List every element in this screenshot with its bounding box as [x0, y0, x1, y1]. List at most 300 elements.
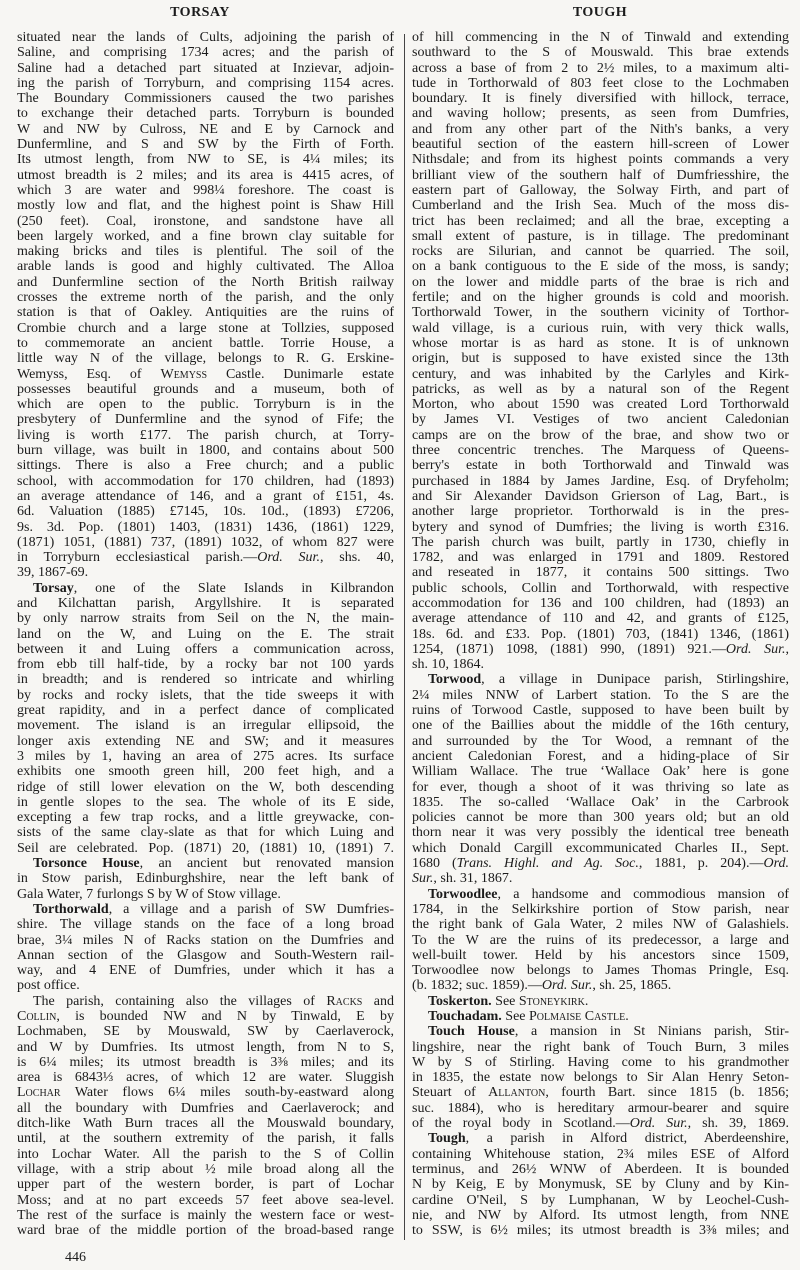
text-line [17, 428, 394, 443]
text-line [17, 1208, 394, 1223]
text-line [412, 933, 789, 948]
italic-reference: Ord. Sur. [725, 641, 786, 657]
text-line [17, 290, 394, 305]
text-line [17, 168, 394, 183]
text-line [17, 749, 394, 764]
text-line [412, 780, 789, 795]
text-run: shire. The village stands on the face of a long broad [17, 917, 394, 933]
text-run: 1254, (1871) 1098, (1881) 990, (1891) 921.— [412, 641, 726, 657]
text-line [17, 30, 394, 45]
text-line [412, 764, 789, 779]
text-line [412, 749, 789, 764]
text-run: Steuart of [412, 1085, 489, 1101]
text-run: , a mansion in St Ninians parish, Stir- [514, 1024, 789, 1040]
text-line [412, 535, 789, 550]
text-run: See [491, 993, 519, 1009]
small-caps-name: Allanton [488, 1085, 546, 1101]
text-line [412, 1055, 789, 1070]
text-run: 2¼ miles NNW of Larbert station. To the S are the [412, 687, 789, 703]
text-run: 1835. The so-called ‘Wallace Oak’ in the Carbrook [412, 794, 789, 810]
text-run: in Stow parish, Edinburghshire, near the left bank of [17, 871, 394, 887]
text-line [412, 458, 789, 473]
text-run: (b. 1832; suc. 1859).— [412, 978, 542, 994]
text-line [17, 489, 394, 504]
text-line [412, 657, 789, 672]
text-run: ridge of still lower elevation on the W, both descending [17, 779, 394, 795]
text-run: crosses the extreme north of the parish, and the only [17, 290, 394, 306]
text-run: 18s. 6d. and £33. Pop. (1801) 703, (1841) 1346, (1861) [412, 626, 789, 642]
entry-heading: Toskerton. [428, 993, 492, 1009]
text-run: and Sir Alexander Davidson Grierson of Lag, Bart., is [412, 488, 789, 504]
text-line [412, 718, 789, 733]
text-run: , a parish in Alford district, Aberdeenshire, [465, 1131, 789, 1147]
text-run: purchased in 1884 by James Jardine, Esq. of Dryfeholm; [412, 473, 789, 489]
text-run: , a village in Dunipace parish, Stirlingshire, [481, 672, 789, 688]
entry-heading: Touch House [428, 1024, 515, 1040]
text-line [17, 688, 394, 703]
text-run: on the lower and middle parts of the brae is rich and [412, 274, 789, 290]
text-run: longer axis extending NE and SW; and it measures [17, 733, 394, 749]
text-line [412, 61, 789, 76]
text-line [412, 1040, 789, 1055]
text-run: ward brae of the middle portion of the broad-based range [17, 1223, 394, 1239]
running-head-right: TOUGH [572, 5, 628, 20]
text-line [412, 321, 789, 336]
text-run: , [785, 641, 789, 657]
text-line [412, 1101, 789, 1116]
text-line [412, 275, 789, 290]
italic-reference: Ord. [763, 856, 789, 872]
text-line [412, 244, 789, 259]
text-line [412, 1024, 789, 1039]
text-run: W by S of Stirling. Having come to his grandmother [412, 1054, 789, 1070]
text-line [17, 933, 394, 948]
text-run: of the royal body in Scotland.— [412, 1116, 630, 1132]
text-line [17, 1040, 394, 1055]
text-run: for ever, though a shoot of it was thriving so late as [412, 779, 789, 795]
text-line [412, 825, 789, 840]
text-run: boundary. It is finely diversified with hillock, terrace, [412, 91, 789, 107]
text-line [412, 596, 789, 611]
text-run: been largely worked, and a fine brown clay suitable for [17, 228, 394, 244]
text-line [412, 106, 789, 121]
text-run: post office. [17, 978, 80, 994]
text-line [412, 994, 789, 1009]
text-line [17, 550, 394, 565]
text-run: (250 feet). Coal, ironstone, and sandstone have all [17, 213, 394, 229]
text-run: , sh. 31, 1867. [433, 871, 513, 887]
text-run: village, with a strip about ½ mile broad along all the [17, 1161, 394, 1177]
text-run: station is that of Oakley. Antiquities are the ruins of [17, 305, 394, 321]
text-run: which are open to the public. Torryburn is in the [17, 397, 394, 413]
text-line [412, 581, 789, 596]
text-run: is 6¼ miles; its utmost breadth is 3⅜ miles; and its [17, 1054, 394, 1070]
text-line [17, 198, 394, 213]
text-run: thorn near it was very possibly the identical tree beneath [412, 825, 789, 841]
text-run: to commemorate an ancient battle. Torrie House, a [17, 335, 394, 351]
text-line [412, 229, 789, 244]
text-run: great rapidity, and in a perfect dance of complicated [17, 703, 394, 719]
text-run: one of the Baillies about the middle of the 16th century, [412, 718, 789, 734]
text-run: , fourth Bart. since 1815 (b. 1856; [545, 1085, 789, 1101]
text-run: Saline had a detached part situated at Inzievar, adjoin- [17, 60, 394, 76]
text-line [17, 703, 394, 718]
text-run: 9s. 3d. Pop. (1801) 1403, (1831) 1436, (1861) 1229, [17, 519, 394, 535]
text-run: berry's estate in both Torthorwald and Tinwald was [412, 458, 789, 474]
text-line [17, 978, 394, 993]
text-run: mostly low and flat, and the highest point is Shaw Hill [17, 198, 394, 214]
small-caps-name: Racks [326, 993, 363, 1009]
text-line [17, 841, 394, 856]
text-run: way, and 4 ENE of Dumfries, under which it has a [17, 963, 394, 979]
text-run: in 1835, the estate now belongs to Sir Alan Henry Seton- [412, 1070, 789, 1086]
text-line [17, 856, 394, 871]
text-run: into Lochar Water. All the parish to the S of Collin [17, 1146, 394, 1162]
text-line [412, 443, 789, 458]
text-line [17, 611, 394, 626]
text-line [412, 871, 789, 886]
text-run: origin, but is supposed to have existed since the 13th [412, 351, 789, 367]
page-number: 446 [65, 1250, 86, 1265]
text-line [412, 336, 789, 351]
text-run: , is bounded NW and N by Tinwald, E by [56, 1009, 394, 1024]
text-line [412, 1116, 789, 1131]
text-run: 1784, in the Selkirkshire portion of Stow parish, near [412, 901, 789, 917]
text-line [17, 1177, 394, 1192]
right-column [412, 30, 789, 1238]
text-run: by James VI. Vestiges of two ancient Caledonian [412, 412, 789, 428]
text-run: 3 miles by 1, having an area of 275 acres. Its surface [17, 748, 394, 764]
text-run: fertile; and on the higher grounds is cold and moorish. [412, 290, 789, 306]
text-line [412, 367, 789, 382]
text-line [17, 596, 394, 611]
text-run: between it and Luing offers a communication across, [17, 641, 394, 657]
text-run: suc. 1884), who is hereditary armour-bearer and squire [412, 1100, 789, 1116]
text-run: Nithsdale; and from its highest points commands a very [412, 152, 789, 168]
text-line [412, 978, 789, 993]
text-line [17, 1223, 394, 1238]
text-run: William Wallace. The true ‘Wallace Oak’ here is gone [412, 764, 789, 780]
text-run: Water flows 6¼ miles south-by-eastward along [60, 1085, 394, 1101]
text-line [17, 504, 394, 519]
text-line [17, 810, 394, 825]
text-run: small extent of pasture, is in tillage. The predominant [412, 228, 789, 244]
text-line [412, 1177, 789, 1192]
text-line [412, 642, 789, 657]
text-run: in breadth; and is rendered so intricate and whirling [17, 672, 394, 688]
text-run: by only narrow straits from Seil on the N, the main- [17, 611, 394, 627]
text-run: in gentle slopes to the sea. The whole of its E side, [17, 794, 394, 810]
entry-heading: Torwoodlee [428, 886, 498, 902]
text-run: upper part of the western border, is part of Lochar [17, 1177, 394, 1193]
text-run: Annan section of the Glasgow and South-Western rail- [17, 947, 394, 963]
text-line [17, 91, 394, 106]
text-line [412, 841, 789, 856]
text-line [412, 91, 789, 106]
text-line [412, 856, 789, 871]
text-run: The rest of the surface is mainly the western face or west- [17, 1207, 394, 1223]
text-run: situated near the lands of Cults, adjoining the parish of [17, 30, 394, 45]
text-run: N by Keig, E by Monymusk, SE by Cluny and by Kin- [412, 1177, 789, 1193]
text-run: beautiful section of the eastern hill-screen of Lower [412, 137, 789, 153]
text-line [17, 917, 394, 932]
text-line [17, 1147, 394, 1162]
text-run: and reseated in 1877, it contains 500 sittings. Two [412, 565, 789, 581]
text-run: Torwoodlee now belongs to James Thomas Pringle, Esq. [412, 963, 789, 979]
column-divider [404, 34, 405, 1240]
text-line [412, 351, 789, 366]
text-run: and from any other part of the Nith's banks, a very [412, 121, 789, 137]
text-run: area is 6843⅓ acres, of which 12 are water. Sluggish [17, 1070, 394, 1086]
text-line [412, 214, 789, 229]
text-run: Dunfermline, and S and SW by the Firth of Forth. [17, 137, 394, 153]
text-line [17, 474, 394, 489]
text-line [17, 1024, 394, 1039]
text-run: , sh. 39, 1869. [687, 1116, 789, 1132]
text-run: Crombie church and a large stone at Tollzies, supposed [17, 320, 394, 336]
text-run: and surrounded by the Tor Wood, a remnant of the [412, 733, 789, 749]
text-line [17, 1055, 394, 1070]
text-line [412, 565, 789, 580]
text-line [412, 734, 789, 749]
text-run: southward to the S of Mouswald. This brae extends [412, 45, 789, 61]
text-run: in Torryburn ecclesiastical parish.— [17, 550, 258, 566]
text-run: patricks, as well as by a natural son of the Regent [412, 381, 789, 397]
text-run: tude in Torthorwald of 803 feet close to the Lochmaben [412, 75, 789, 91]
italic-reference: Ord. Sur. [629, 1116, 688, 1132]
text-run: making bricks and tiles is plentiful. The soil of the [17, 244, 394, 260]
text-line [17, 458, 394, 473]
text-run: bytery and synod of Dumfries; the living is worth £316. [412, 519, 789, 535]
text-run: arable lands is good and highly cultivated. The Alloa [17, 259, 394, 275]
text-run: ancient Caledonian Forest, and a hiding-place of Sir [412, 748, 789, 764]
entry-heading: Torwood [428, 672, 482, 688]
text-run: , sh. 25, 1865. [592, 978, 672, 994]
text-run: until, at the southern extremity of the parish, it falls [17, 1131, 394, 1147]
text-line [17, 1101, 394, 1116]
text-run: well-built tower. Held by his ancestors since 1509, [412, 947, 789, 963]
text-run: , a handsome and commodious mansion of [497, 886, 789, 902]
text-run: average attendance of 110 and 42, and grants of £125, [412, 611, 789, 627]
text-line [412, 30, 789, 45]
text-line [412, 183, 789, 198]
text-line [412, 1223, 789, 1238]
text-line [17, 259, 394, 274]
text-line [412, 550, 789, 565]
text-run: 1680 ( [412, 856, 457, 872]
text-line [17, 382, 394, 397]
text-line [17, 520, 394, 535]
text-run: from ebb till half-tide, by a rocky bar not 100 yards [17, 657, 394, 673]
text-line [17, 718, 394, 733]
text-line [412, 1147, 789, 1162]
text-line [412, 1070, 789, 1085]
text-line [412, 887, 789, 902]
text-line [17, 367, 394, 382]
text-line [412, 152, 789, 167]
text-run: See [501, 1009, 530, 1024]
text-run: eastern part of Galloway, the Solway Firth, and part of [412, 182, 789, 198]
text-line [17, 871, 394, 886]
text-run: trict has been reclaimed; and all the brae, excepting a [412, 213, 789, 229]
text-line [412, 1009, 789, 1024]
text-line [17, 152, 394, 167]
text-line [412, 290, 789, 305]
text-run: Its utmost length, from NW to SE, is 4¼ miles; its [17, 152, 394, 168]
text-run: of hill commencing in the N of Tinwald and extending [412, 30, 789, 45]
text-run: , shs. 40, [319, 550, 394, 566]
text-line [412, 611, 789, 626]
text-run: public schools, Collin and Torthorwald, with respective [412, 580, 789, 596]
text-line [17, 672, 394, 687]
text-line [412, 428, 789, 443]
text-line [412, 963, 789, 978]
text-line [17, 565, 394, 580]
text-line [17, 1131, 394, 1146]
text-line [17, 627, 394, 642]
text-line [17, 122, 394, 137]
text-line [412, 76, 789, 91]
text-run: ing the parish of Torryburn, and comprising 1154 acres. [17, 75, 394, 91]
text-run: little way N of the village, belongs to R. G. Erskine- [17, 351, 394, 367]
text-run: sittings. There is also a Free church; and a public [17, 458, 394, 474]
text-run: which 3 are water and 998¼ foreshore. The coast is [17, 182, 394, 198]
text-run: to exchange their detached parts. Torryburn is bounded [17, 106, 394, 122]
text-line [412, 1162, 789, 1177]
text-line [17, 795, 394, 810]
text-run: and Dunfermline section of the North British railway [17, 274, 394, 290]
text-run: ditch-like Wath Burn traces all the Mouswald boundary, [17, 1116, 394, 1132]
text-run: across a base of from 2 to 2½ miles, to a maximum alti- [412, 60, 789, 76]
running-head-left: TORSAY [170, 5, 230, 20]
text-line [412, 168, 789, 183]
text-run: living is worth £177. The parish church, at Torry- [17, 427, 394, 443]
text-run: cardine O'Neil, S by Lumphanan, W by Leochel-Cush- [412, 1192, 789, 1208]
text-run: To the W are the ruins of its predecessor, a large and [412, 932, 789, 948]
text-line [412, 902, 789, 917]
text-run: exhibits one smooth green hill, 200 feet high, and a [17, 764, 394, 780]
text-run: lingshire, near the right bank of Touch Burn, 3 miles [412, 1039, 789, 1055]
text-line [17, 535, 394, 550]
text-line [412, 122, 789, 137]
text-run: movement. The island is an irregular ellipsoid, the [17, 718, 394, 734]
text-line [412, 672, 789, 687]
text-run: 39, 1867-69. [17, 565, 89, 581]
text-line [17, 1070, 394, 1085]
small-caps-name: Wemyss [160, 366, 208, 382]
text-line [17, 948, 394, 963]
text-run: sh. 10, 1864. [412, 657, 484, 673]
text-line [412, 703, 789, 718]
text-line [412, 45, 789, 60]
text-line [17, 887, 394, 902]
text-run: excepting a few trap rocks, and a little greywacke, con- [17, 810, 394, 826]
small-caps-name: Lochar [17, 1085, 61, 1101]
entry-heading: Torsonce House [33, 856, 140, 872]
text-line [17, 825, 394, 840]
text-line [17, 305, 394, 320]
text-line [17, 61, 394, 76]
text-line [17, 1116, 394, 1131]
text-line [412, 412, 789, 427]
text-run: brae, 3¼ miles N of Racks station on the Dumfries and [17, 932, 394, 948]
text-line [412, 688, 789, 703]
text-run: land on the W, and Luing on the E. The strait [17, 626, 394, 642]
text-line [412, 489, 789, 504]
text-run: policies cannot be more than 300 years old; but an old [412, 810, 789, 826]
text-run: W and NW by Culross, NE and E by Carnock and [17, 121, 394, 137]
text-run: presbytery of Dunfermline and the synod of Fife; the [17, 412, 394, 428]
text-run: Morton, who about 1590 was created Lord Torthorwald [412, 397, 789, 413]
text-line [17, 76, 394, 91]
text-line [17, 275, 394, 290]
entry-heading: Torsay [33, 580, 74, 596]
text-line [17, 183, 394, 198]
small-caps-name: Polmaise Castle. [529, 1009, 629, 1024]
text-line [412, 948, 789, 963]
text-line [412, 795, 789, 810]
text-line [412, 382, 789, 397]
text-line [17, 1193, 394, 1208]
text-line [412, 504, 789, 519]
text-line [17, 642, 394, 657]
text-run: 1782, and was enlarged in 1791 and 1809. Restored [412, 550, 789, 566]
text-line [17, 1009, 394, 1024]
text-run: , an ancient but renovated mansion [139, 856, 394, 872]
text-line [17, 1085, 394, 1100]
text-run: school, with accommodation for 170 children, had (1893) [17, 473, 394, 489]
text-line [412, 810, 789, 825]
text-line [412, 1208, 789, 1223]
text-line [17, 780, 394, 795]
text-run: Castle. Dunimarle estate [207, 366, 394, 382]
left-column [17, 30, 394, 1238]
text-run: wald village, is a curious ruin, with very thick walls, [412, 320, 789, 336]
text-run: 6d. Valuation (1885) £7145, 10s. 10d., (1893) £7206, [17, 504, 394, 520]
text-run: and Kilchattan parish, Argyllshire. It is separated [17, 595, 394, 611]
text-run: and waving hollow; presents, as seen from Dumfries, [412, 106, 789, 122]
text-line [412, 137, 789, 152]
text-line [17, 244, 394, 259]
text-line [17, 45, 394, 60]
text-run: which Donald Cargill excommunicated Charles II., Sept. [412, 840, 789, 856]
text-line [17, 336, 394, 351]
text-run: three concentric trenches. The Marquess of Queens- [412, 443, 789, 459]
text-run: containing Whitehouse station, 2¾ miles ESE of Alford [412, 1146, 789, 1162]
text-run: The parish church was built, partly in 1730, chiefly in [412, 534, 789, 550]
text-run: , a village and a parish of SW Dumfries- [108, 901, 394, 917]
text-run: The Boundary Commissioners caused the two parishes [17, 91, 394, 107]
text-line [412, 627, 789, 642]
text-line [412, 259, 789, 274]
text-line [412, 198, 789, 213]
text-run: and [362, 993, 394, 1009]
text-line [17, 351, 394, 366]
text-run: , 1881, p. 204).— [638, 856, 764, 872]
text-line [17, 321, 394, 336]
text-run: Saline, and comprising 1734 acres; and the parish of [17, 45, 394, 61]
text-line [17, 764, 394, 779]
text-run: Torthorwald Tower, in the southern vicinity of Torthor- [412, 305, 789, 321]
text-line [17, 581, 394, 596]
small-caps-name: Collin [17, 1009, 57, 1024]
text-run: utmost breadth is 2 miles; and its area is 4415 acres, of [17, 167, 394, 183]
text-line [412, 520, 789, 535]
text-run: Wemyss, Esq. of [17, 366, 161, 382]
text-run: Seil are celebrated. Pop. (1871) 20, (1881) 10, (1891) 7. [17, 840, 394, 856]
text-line [412, 1131, 789, 1146]
text-run: whose mortar is as hard as stone. It is of unknown [412, 335, 789, 351]
